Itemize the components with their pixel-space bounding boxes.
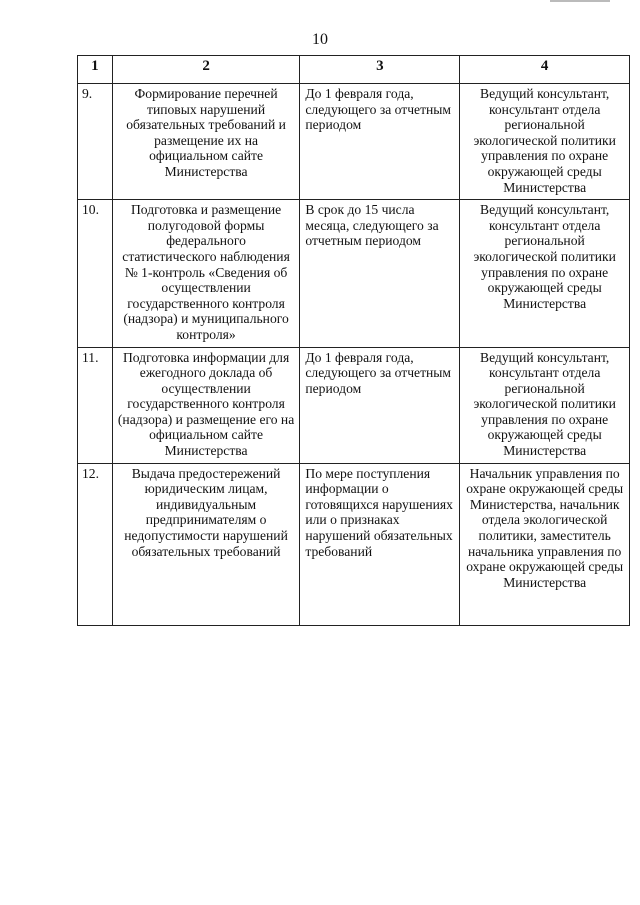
column-header-4: 4 [460, 56, 630, 84]
row-number: 10. [78, 200, 113, 347]
column-header-1: 1 [78, 56, 113, 84]
page-number: 10 [312, 31, 328, 48]
deadline-cell: До 1 февраля года, следующего за отчетным периодом [300, 347, 460, 463]
responsible-cell: Начальник управления по охране окружающей среды Министерства, начальник отдела экологической политики, заместитель начальника управления по охране окружающей среды Министерства [460, 463, 630, 625]
responsible-cell: Ведущий консультант, консультант отдела региональной экологической политики управления по охране окружающей среды Министерства [460, 200, 630, 347]
table-row [78, 463, 630, 625]
task-cell: Выдача предостережений юридическим лицам, индивидуальным предпринимателям о недопустимости нарушений обязательных требований [112, 463, 300, 625]
row-number: 9. [78, 84, 113, 200]
scan-edge-mark [550, 0, 610, 2]
deadline-cell: В срок до 15 числа месяца, следующего за отчетным периодом [300, 200, 460, 347]
responsible-cell: Ведущий консультант, консультант отдела региональной экологической политики управления по охране окружающей среды Министерства [460, 84, 630, 200]
column-header-3: 3 [300, 56, 460, 84]
table-row [78, 200, 630, 347]
table-header-row [78, 56, 630, 84]
row-number: 12. [78, 463, 113, 625]
task-cell: Подготовка и размещение полугодовой формы федерального статистического наблюдения № 1-контроль «Сведения об осуществлении государственного контроля (надзора) и муниципального контроля» [112, 200, 300, 347]
task-cell: Подготовка информации для ежегодного доклада об осуществлении государственного контроля (надзора) и размещение его на официальном сайте Министерства [112, 347, 300, 463]
document-table [77, 55, 630, 626]
task-cell: Формирование перечней типовых нарушений обязательных требований и размещение их на официальном сайте Министерства [112, 84, 300, 200]
deadline-cell: До 1 февраля года, следующего за отчетным периодом [300, 84, 460, 200]
deadline-cell: По мере поступления информации о готовящихся нарушениях или о признаках нарушений обязательных требований [300, 463, 460, 625]
table-row [78, 84, 630, 200]
column-header-2: 2 [112, 56, 300, 84]
table-row [78, 347, 630, 463]
row-number: 11. [78, 347, 113, 463]
responsible-cell: Ведущий консультант, консультант отдела региональной экологической политики управления по охране окружающей среды Министерства [460, 347, 630, 463]
